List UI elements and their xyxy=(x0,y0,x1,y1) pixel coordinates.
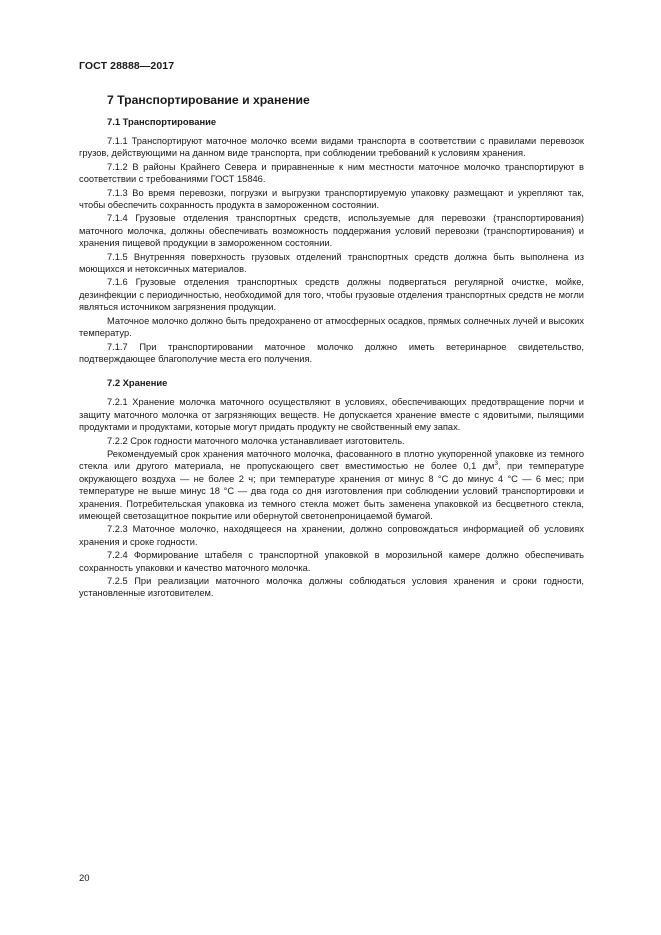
subsection-title-storage: 7.2 Хранение xyxy=(107,377,168,389)
document-header: ГОСТ 28888—2017 xyxy=(79,60,175,72)
paragraph-text-tail: , при температуре окружающего воздуха — не более 2 ч; при температуре хранения от минус 8 °С до минус 4 °С — 6 мес; при температуре не выше минус 18 °С — два года со дня изготовления при соблюдении условий транспортировки и хранения. Потребительская упаковка из темного стекла может быть заменена упаковкой из бесцветного стекла, имеющей светозащитное покрытие или обернутой светонепроницаемой бумагой. xyxy=(79,461,584,521)
paragraph: 7.1.2 В районы Крайнего Севера и приравненные к ним местности маточное молочко транспортируют в соответствии с требованиями ГОСТ 15846. xyxy=(79,161,584,185)
subsection-title-transport: 7.1 Транспортирование xyxy=(107,116,217,127)
paragraph-text: Рекомендуемый срок хранения маточного молочка, фасованного в плотно укупоренной упаковке из темного стекла или другого материала, не пропускающего свет вместимостью не более 0,1 дм xyxy=(79,448,584,472)
paragraph: 7.2.3 Маточное молочко, находящееся на хранении, должно сопровождаться информацией об условиях хранения и сроке годности. xyxy=(79,524,584,547)
page-number: 20 xyxy=(79,873,90,884)
paragraph: 7.1.6 Грузовые отделения транспортных средств должны подвергаться регулярной очистке, мойке, дезинфекции с периодичностью, необходимой для того, чтобы грузовые отделения транспортных средств не могли являться источником загрязнения продукции. xyxy=(79,277,584,313)
paragraph: 7.1.7 При транспортировании маточное молочко должно иметь ветеринарное свидетельство, подтверждающее благополучие места его получения. xyxy=(79,341,584,364)
paragraph: 7.2.2 Срок годности маточного молочка устанавливает изготовитель. xyxy=(107,435,405,446)
paragraph: 7.1.4 Грузовые отделения транспортных средств, используемые для перевозки (транспортирования) маточного молочка, должны обеспечивать возможность поддержания условий перевозки (транспортирования) и хранения пищевой продукции в замороженном состоянии. xyxy=(79,213,584,249)
paragraph: 7.2.5 При реализации маточного молочка должны соблюдаться условия хранения и сроки годности, установленные изготовителем. xyxy=(79,576,584,599)
paragraph-storage-term xyxy=(79,448,584,522)
paragraph: 7.1.5 Внутренняя поверхность грузовых отделений транспортных средств должна быть выполнена из моющихся и нетоксичных материалов. xyxy=(79,251,584,275)
paragraph: Маточное молочко должно быть предохранено от атмосферных осадков, прямых солнечных лучей и высоких температур. xyxy=(79,315,584,339)
paragraph: 7.1.3 Во время перевозки, погрузки и выгрузки транспортируемую упаковку размещают и укрепляют так, чтобы обеспечить сохранность продукта в замороженном состоянии. xyxy=(79,187,584,211)
document-body xyxy=(79,92,584,600)
superscript: 3 xyxy=(494,460,499,468)
paragraph: 7.1.1 Транспортируют маточное молочко всеми видами транспорта в соответствии с правилами перевозок грузов, действующими на данном виде транспорта, при соблюдении требований к условиям хранения. xyxy=(79,136,584,159)
section-title: 7 Транспортирование и хранение xyxy=(107,93,310,107)
paragraph: 7.2.4 Формирование штабеля с транспортной упаковкой в морозильной камере должно обеспечивать сохранность упаковки и качество маточного молочка. xyxy=(79,550,584,573)
paragraph: 7.2.1 Хранение молочка маточного осуществляют в условиях, обеспечивающих предотвращение порчи и защиту маточного молочка от загрязняющих веществ. Не допускается хранение вместе с ядовитыми, пылящими продуктами и продуктами, которые могут придать продукту не свойственный ему запах. xyxy=(79,397,584,433)
